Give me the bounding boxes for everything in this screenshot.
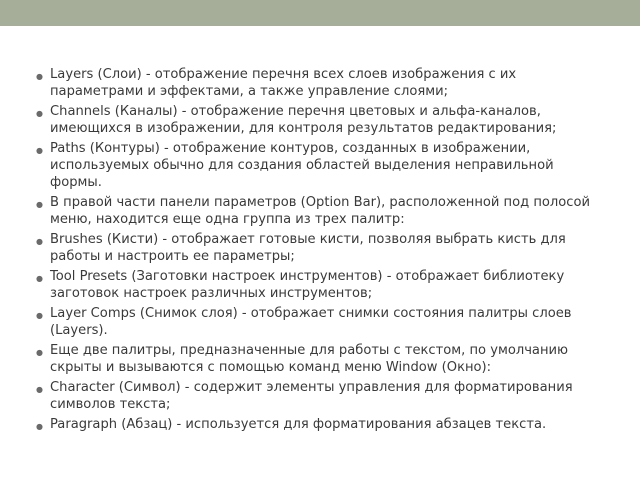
bullet-text: Paths (Контуры) - отображение контуров, созданных в изображении, используемых обычно для создания областей выделения неправильной формы. [50,141,554,190]
bullet-icon: ● [36,109,43,118]
slide-body [36,66,596,436]
bullet-icon: ● [36,348,43,357]
bullet-text: Layer Comps (Снимок слоя) - отображает снимки состояния палитры слоев (Layers). [50,306,572,338]
bullet-text: Channels (Каналы) - отображение перечня цветовых и альфа-каналов, имеющихся в изображении, для контроля результатов редактирования; [50,104,557,136]
bullet-item-layers [36,66,596,100]
bullet-item-tool-presets [36,268,596,302]
title-bar [0,0,640,26]
bullet-icon: ● [36,274,43,283]
bullet-icon: ● [36,237,43,246]
bullet-icon: ● [36,422,43,431]
bullet-icon: ● [36,311,43,320]
bullet-item-paragraph [36,416,596,433]
bullet-item-option-bar [36,194,596,228]
bullet-text: Layers (Слои) - отображение перечня всех слоев изображения с их параметрами и эффектами, а также управление слоями; [50,67,517,99]
bullet-text: В правой части панели параметров (Option Bar), расположенной под полосой меню, находится еще одна группа из трех палитр: [50,195,591,227]
bullet-list [36,66,596,433]
bullet-item-text-palettes [36,342,596,376]
bullet-icon: ● [36,146,43,155]
bullet-text: Brushes (Кисти) - отображает готовые кисти, позволяя выбрать кисть для работы и настроить ее параметры; [50,232,566,264]
bullet-text: Paragraph (Абзац) - используется для форматирования абзацев текста. [50,417,547,432]
bullet-item-layer-comps [36,305,596,339]
bullet-icon: ● [36,385,43,394]
bullet-item-paths [36,140,596,191]
bullet-text: Еще две палитры, предназначенные для работы с текстом, по умолчанию скрыты и вызываются с помощью команд меню Window (Окно): [50,343,569,375]
bullet-icon: ● [36,200,43,209]
bullet-item-character [36,379,596,413]
bullet-item-brushes [36,231,596,265]
bullet-item-channels [36,103,596,137]
bullet-text: Character (Символ) - содержит элементы управления для форматирования символов текста; [50,380,573,412]
bullet-text: Tool Presets (Заготовки настроек инструментов) - отображает библиотеку заготовок настроек различных инструментов; [50,269,565,301]
bullet-icon: ● [36,72,43,81]
